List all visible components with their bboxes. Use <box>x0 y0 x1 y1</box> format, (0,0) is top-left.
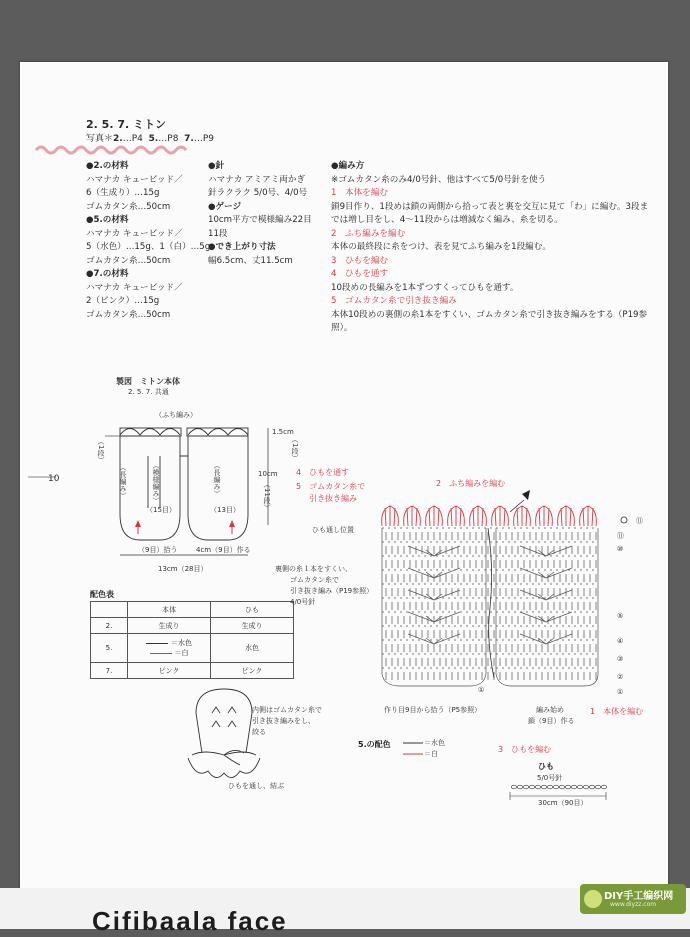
chart-edge-shell <box>580 506 597 526</box>
row-label-1: ① <box>617 688 624 696</box>
row-label-10: ⑩ <box>617 545 624 553</box>
photo-item-1: 2. <box>113 134 123 144</box>
next-page-text: Cifibaala face <box>92 906 288 936</box>
cord-chain-stitch <box>577 785 582 789</box>
chart-edge-shell <box>470 506 487 526</box>
materials-line: ゴムカタン糸…50cm <box>86 201 171 212</box>
chart-fan <box>520 612 572 622</box>
chart-step5a: 5 ゴムカタン糸で <box>296 482 366 491</box>
color-row-body: ピンク <box>128 663 211 679</box>
label-dc2: （長編み） <box>213 462 221 497</box>
needles-line: ●でき上がり寸法 <box>208 242 276 252</box>
watermark-url: www.diyzz.com <box>610 901 657 908</box>
color-table-header: ひも <box>211 602 294 618</box>
method-step: 2 ふち編みを編む <box>331 228 406 239</box>
needles-line: ●ゲージ <box>208 201 242 212</box>
materials-line: ●7.の材料 <box>86 269 129 279</box>
color-row-cord: 水色 <box>211 634 294 663</box>
chart-step5b: 引き抜き編み <box>309 494 357 503</box>
chart-start-a: 編み始め <box>536 706 564 714</box>
method-step: 1 本体を編む <box>331 188 389 198</box>
method-line: 10段めの長編みを1本ずつすくってひもを通す。 <box>331 282 519 293</box>
label-width: 13cm（28目） <box>158 565 208 573</box>
row-label-2: ② <box>617 673 624 681</box>
legend-a: ＝水色 <box>424 739 445 747</box>
row-label-5: ⑤ <box>617 612 624 620</box>
cord-chain-stitch <box>565 785 570 789</box>
watermark-logo <box>580 884 686 914</box>
chart-edge-shell <box>536 506 553 526</box>
materials-line: ハマナカ キュービッド／ <box>86 228 183 239</box>
method-step: 4 ひもを通す <box>331 269 389 279</box>
color-table-title: 配色表 <box>90 590 114 599</box>
materials-line: ゴムカタン糸…50cm <box>86 255 171 266</box>
materials-line: ●2.の材料 <box>86 161 129 171</box>
needles-line: 11段 <box>208 228 228 239</box>
color-row-body-b: ＝白 <box>174 649 189 657</box>
row-label-11: ⑪ <box>636 517 643 525</box>
chart-fan <box>520 546 572 556</box>
cord-chain-stitch <box>529 785 534 789</box>
page-title: 2. 5. 7. ミトン <box>86 118 166 131</box>
method-line: では増し目をし、4～11段からは増減なく編み、糸を切る。 <box>331 215 563 225</box>
chart-fan <box>520 590 572 600</box>
cord-chain-stitch <box>595 785 600 789</box>
chart-step2: 2 ふち編みを編む <box>436 479 506 488</box>
label-left1: （1段） <box>97 438 105 464</box>
cord-chain-stitch <box>517 785 522 789</box>
chart-edge-shell <box>382 506 399 526</box>
cord-needle: 5/0号針 <box>537 774 563 782</box>
method-line: 鎖9目作り、1段めは鎖の両側から拾って表と裏を交互に見て「わ」に編む。3段ま <box>331 201 649 212</box>
chart-start-pick: 作り目9目から拾う（P5参照） <box>384 706 482 714</box>
needles-column <box>208 160 312 268</box>
materials-line: 5（水色）…15g、1（白）…5g <box>86 242 211 252</box>
cord-chain-stitch <box>547 785 552 789</box>
chart-edge-shell <box>426 506 443 526</box>
color-table-header <box>91 602 128 618</box>
label-pick: （9目）拾う <box>138 546 178 554</box>
chart-edge-shell <box>558 506 575 526</box>
chart-back-2: ゴムカタン糸で <box>290 576 339 584</box>
needles-line: ハマナカ アミアミ両かぎ <box>208 174 306 185</box>
method-step: 3 ひもを編む <box>331 255 389 266</box>
chart-fan <box>520 568 572 578</box>
row-label-3: ③ <box>617 655 624 663</box>
needles-line: 幅6.5cm、丈11.5cm <box>208 255 293 266</box>
cord-chain-stitch <box>553 785 558 789</box>
color-row-cord: ピンク <box>211 663 294 679</box>
chart-fan <box>520 634 572 644</box>
label-rows15: （15目） <box>146 506 176 514</box>
photo-page-1: …P4 <box>122 134 143 144</box>
cord-title: ひも <box>538 762 554 771</box>
label-h10: 10cm <box>258 470 278 478</box>
materials-column <box>86 160 210 322</box>
color-row-number: 5. <box>91 634 128 663</box>
row-label-11b: ⑪ <box>617 532 624 540</box>
color-row-number: 7. <box>91 663 128 679</box>
cord-chain-stitch <box>559 785 564 789</box>
method-heading: ●編み方 <box>331 161 365 171</box>
method-step: 5 ゴムカタン糸で引き抜き編み <box>331 296 457 306</box>
chart-back-3: 引き抜き編み（P19参照） <box>290 587 374 595</box>
legend-title: 5.の配色 <box>358 740 391 749</box>
needles-line: 針ラクラク 5/0号、4/0号 <box>208 188 308 198</box>
color-row-number: 2. <box>91 618 128 634</box>
cord-chain-stitch <box>523 785 528 789</box>
materials-line: ●5.の材料 <box>86 215 129 225</box>
chart-edge-shell <box>514 506 531 526</box>
label-dc: （長編み） <box>119 464 127 499</box>
cord-chain-stitch <box>535 785 540 789</box>
illus-note-1: 内側はゴムカタン糸で <box>252 706 322 714</box>
chart-cord-pos: ひも通し位置 <box>312 526 354 534</box>
method-line: ※ゴムカタン糸のみ4/0号針、他はすべて5/0号針を使う <box>331 174 547 185</box>
chart-start-b: 鎖（9目）作る <box>528 717 575 725</box>
chart-back-1: 裏側の糸１本をすくい、 <box>275 565 352 573</box>
label-h10b: （11段） <box>263 481 271 511</box>
chart-back-4: 4/0号針 <box>290 598 316 606</box>
cord-chain-drawing <box>510 782 610 792</box>
photo-item-2: 5. <box>148 134 159 144</box>
cord-step3: 3 ひもを編む <box>498 745 552 754</box>
illus-note-2: 引き抜き編みをし、 <box>252 717 315 725</box>
diagram1-title: 製図 ミトン本体 <box>116 377 180 386</box>
materials-line: ハマナカ キュービッド／ <box>86 174 183 185</box>
photo-item-3: 7. <box>184 134 194 144</box>
color-table-header: 本体 <box>128 602 211 618</box>
cord-chain-stitch <box>589 785 594 789</box>
color-table <box>90 601 294 679</box>
mitten-finish-illustration <box>182 683 282 793</box>
photo-page-3: …P9 <box>193 134 215 144</box>
crochet-stitch-chart <box>360 488 620 698</box>
label-rows13: （13目） <box>210 506 240 514</box>
row-label-left: ① <box>478 686 485 694</box>
page-number: 10 <box>48 474 60 484</box>
color-row-cord: 生成り <box>211 618 294 634</box>
cord-chain-stitch <box>571 785 576 789</box>
watermark-title: DIY手工编织网 <box>604 891 674 902</box>
decorative-wave-divider <box>36 143 196 157</box>
chart-edge-shell <box>492 506 509 526</box>
cord-chain-stitch <box>601 785 606 789</box>
photo-page-2: …P8 <box>158 134 179 144</box>
illus-note-4: ひもを通し、結ぶ <box>228 782 284 790</box>
materials-line: ハマナカ キュービッド／ <box>86 282 183 293</box>
row-label-4: ④ <box>617 637 624 645</box>
chart-edge-shell <box>448 506 465 526</box>
label-pattern: （模様編み） <box>152 462 160 504</box>
chart-step4: 4 ひもを通す <box>296 468 350 477</box>
chart-step1: 1 本体を編む <box>590 707 644 716</box>
color-row-body: 生成り <box>128 618 211 634</box>
label-edge: （ふち編み） <box>155 411 197 419</box>
materials-line: 2（ピンク）…15g <box>86 296 160 306</box>
color-row-body-a: ＝水色 <box>171 639 192 647</box>
needles-line: 10cm平方で模様編み22目 <box>208 215 312 225</box>
photo-prefix: 写真＊ <box>86 134 114 144</box>
needles-line: ●針 <box>208 161 225 171</box>
label-h1: 1.5cm <box>272 428 294 436</box>
method-line: 照）。 <box>331 323 353 333</box>
materials-line: ゴムカタン糸…50cm <box>86 309 171 320</box>
label-h1b: （1段） <box>291 436 299 462</box>
cord-length: 30cm（90目） <box>538 799 588 807</box>
method-line: 本体の最終段に糸をつけ、表を見てふち編みを1段編む。 <box>331 242 551 252</box>
color-row-body <box>128 634 211 663</box>
materials-line: 6（生成り）…15g <box>86 188 160 198</box>
legend-b: ＝白 <box>424 750 438 758</box>
label-chain: 4cm（9目）作る <box>196 546 251 554</box>
diagram1-subtitle: 2. 5. 7. 共通 <box>128 388 169 396</box>
chart-edge-shell <box>404 506 421 526</box>
cord-chain-stitch <box>511 785 516 789</box>
cord-chain-stitch <box>541 785 546 789</box>
method-line: 本体10段めの裏側の糸1本をすくい、ゴムカタン糸で引き抜き編みをする（P19参 <box>331 309 648 320</box>
method-column <box>331 160 648 336</box>
illus-note-3: 絞る <box>252 728 266 736</box>
cord-chain-stitch <box>583 785 588 789</box>
